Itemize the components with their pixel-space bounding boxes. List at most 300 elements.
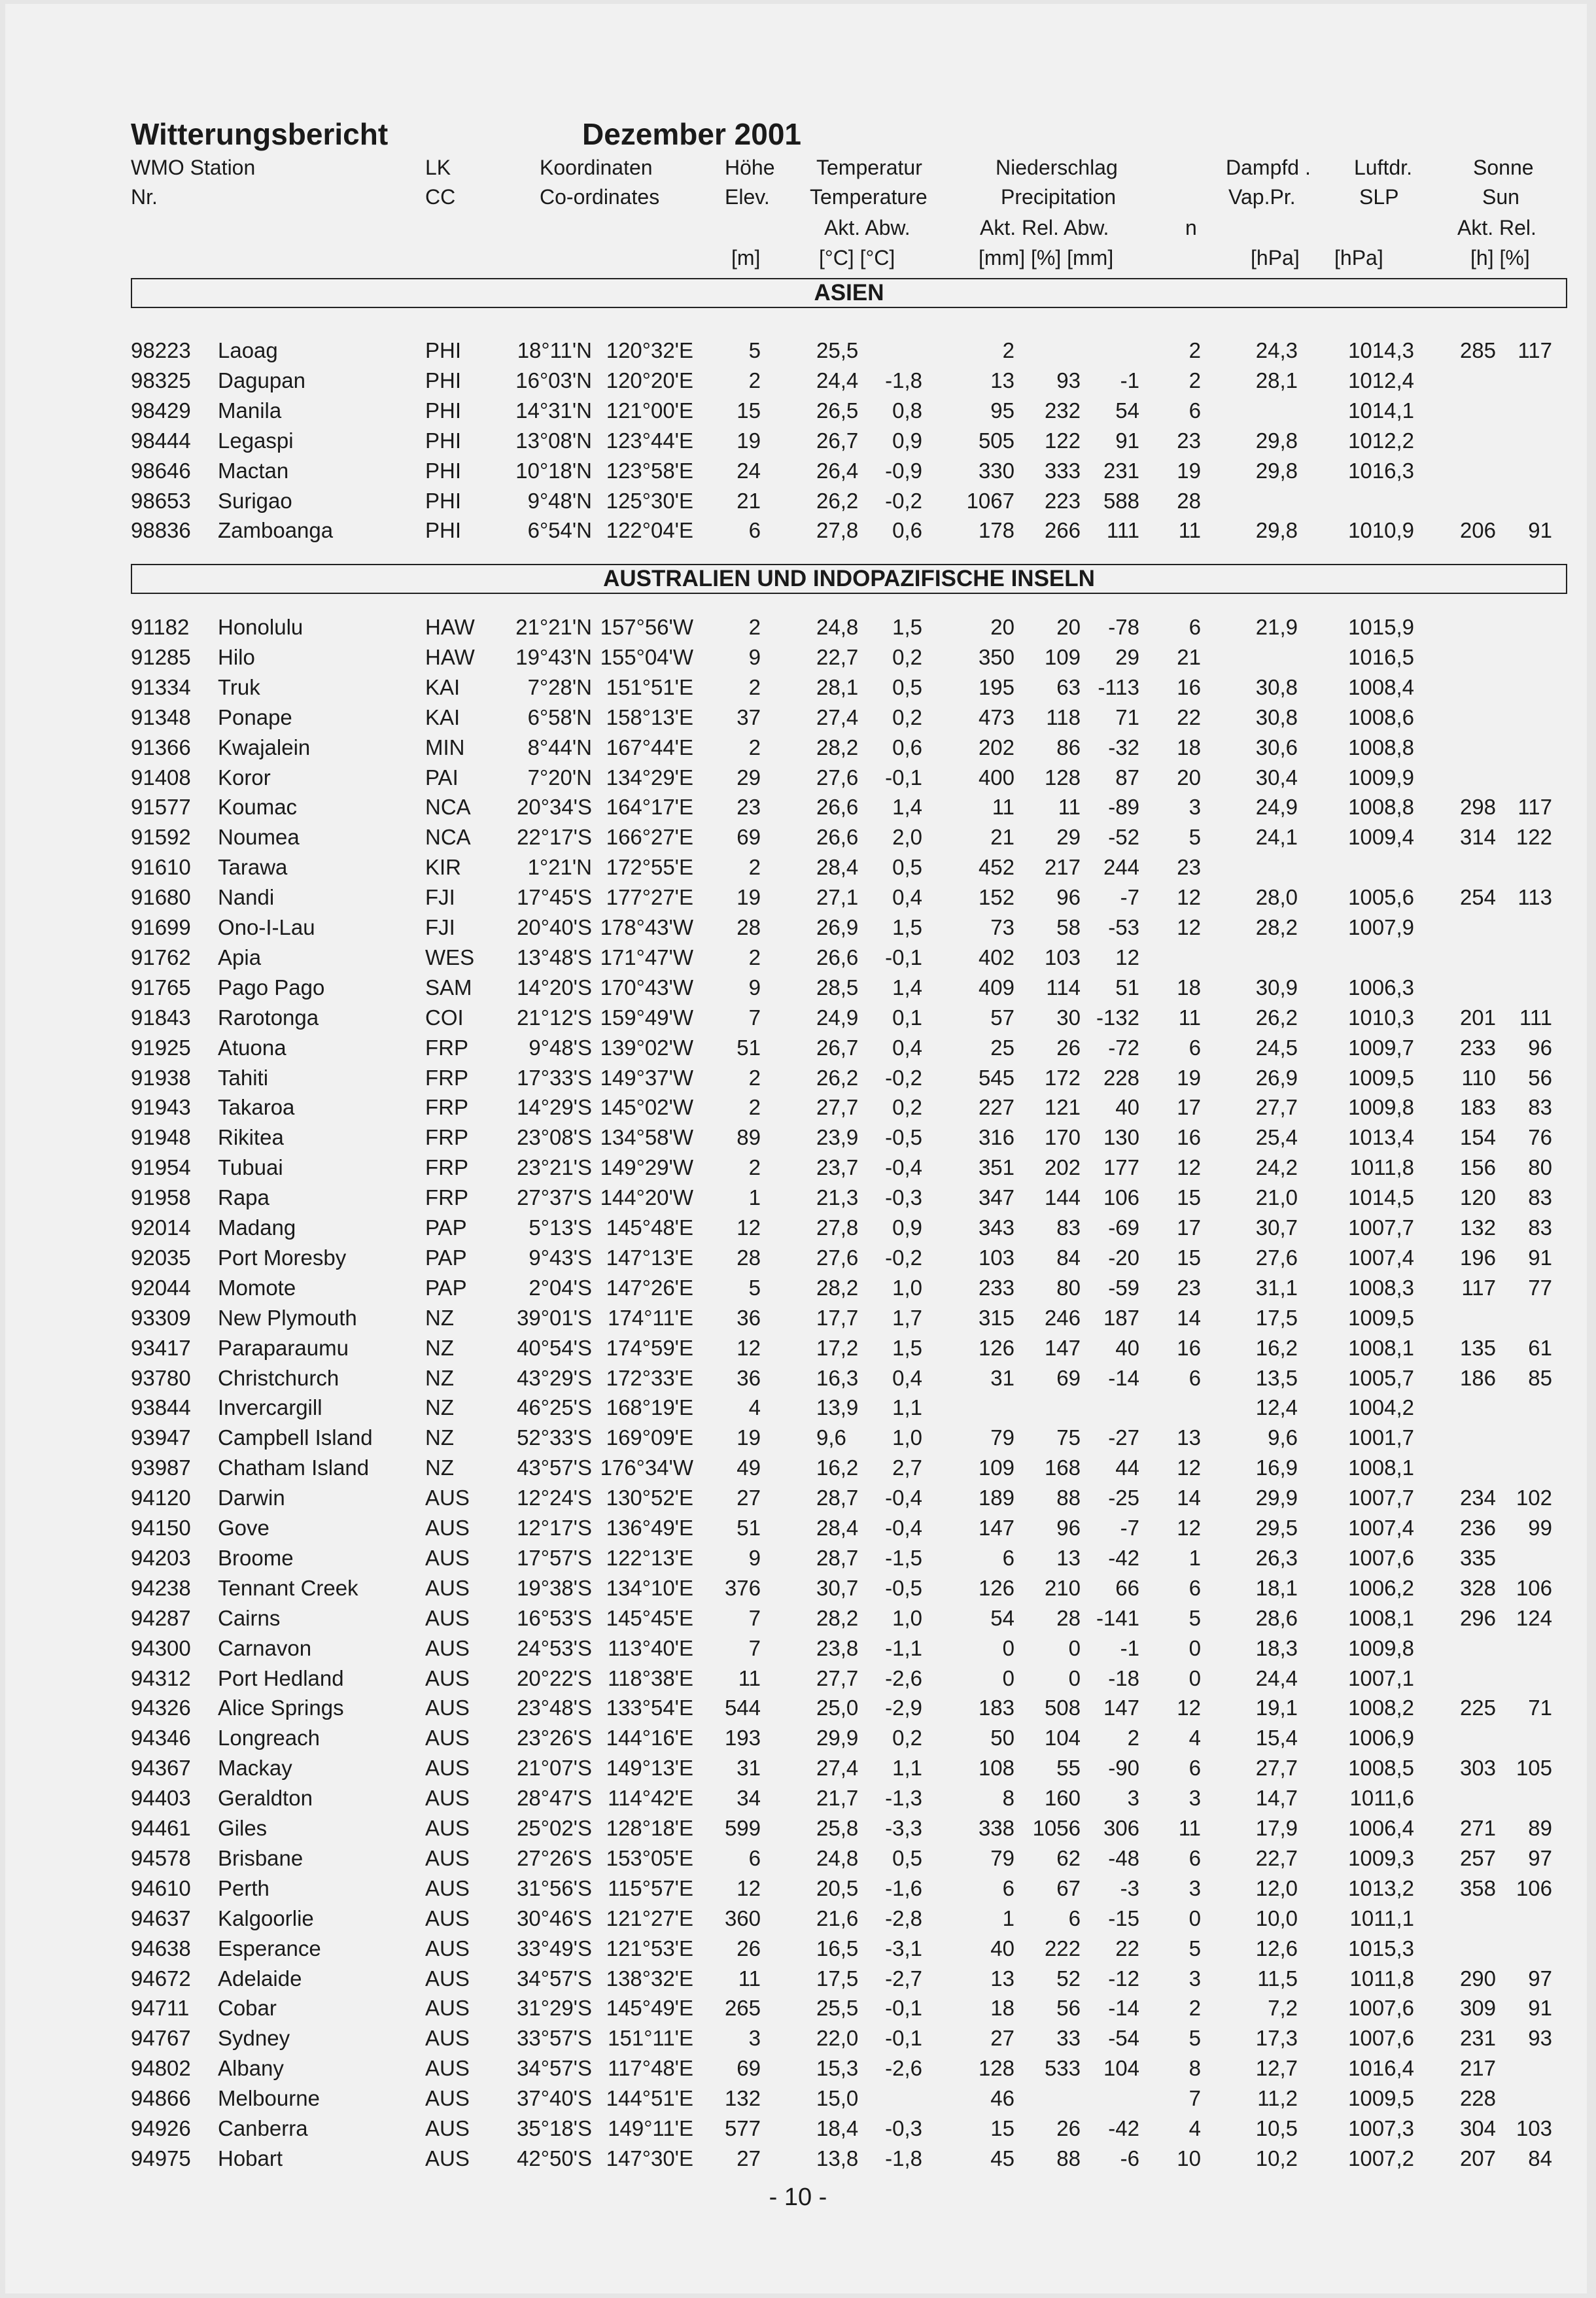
- cell-elevation: 544: [724, 1696, 761, 1720]
- cell-wmo-nr: 91765: [131, 975, 191, 1000]
- cell-prec-akt: 13: [990, 368, 1015, 392]
- cell-latitude: 16°03'N: [515, 368, 592, 392]
- header-precipitation: Precipitation: [1001, 185, 1117, 209]
- cell-prec-rel: 103: [1044, 945, 1081, 969]
- cell-temp-abw: 0,4: [892, 1366, 922, 1390]
- cell-vap-pr: 17,9: [1255, 1816, 1298, 1840]
- cell-prec-n: 13: [1177, 1425, 1201, 1450]
- cell-elevation: 69: [737, 825, 761, 849]
- cell-slp: 1005,6: [1348, 885, 1414, 909]
- cell-latitude: 23°26'S: [517, 1726, 592, 1750]
- report-title: Witterungsbericht: [131, 117, 389, 151]
- cell-station: Brisbane: [218, 1846, 304, 1870]
- cell-temp-abw: 1,1: [892, 1756, 922, 1780]
- cell-prec-rel: 55: [1056, 1756, 1081, 1780]
- cell-temp-akt: 25,5: [816, 338, 859, 362]
- cell-wmo-nr: 94367: [131, 1756, 191, 1780]
- cell-latitude: 5°13'S: [529, 1215, 592, 1240]
- cell-temp-abw: -1,3: [885, 1786, 922, 1810]
- cell-latitude: 27°37'S: [517, 1185, 592, 1210]
- cell-prec-abw: -20: [1108, 1245, 1139, 1270]
- cell-wmo-nr: 94312: [131, 1666, 191, 1690]
- cell-vap-pr: 30,8: [1255, 675, 1298, 699]
- cell-prec-n: 16: [1177, 1125, 1201, 1149]
- cell-prec-rel: 217: [1044, 855, 1081, 879]
- cell-slp: 1007,6: [1348, 1546, 1414, 1570]
- cell-elevation: 7: [748, 1005, 761, 1030]
- table-row: [0, 1603, 1596, 1633]
- cell-wmo-nr: 94802: [131, 2056, 191, 2080]
- cell-vap-pr: 16,9: [1255, 1455, 1298, 1480]
- cell-prec-abw: -7: [1120, 885, 1139, 909]
- cell-wmo-nr: 91680: [131, 885, 191, 909]
- cell-temp-abw: 0,6: [892, 518, 922, 542]
- cell-longitude: 147°30'E: [606, 2146, 693, 2170]
- cell-vap-pr: 28,6: [1255, 1606, 1298, 1630]
- cell-country: WES: [425, 945, 475, 969]
- cell-temp-abw: -0,1: [885, 945, 922, 969]
- cell-wmo-nr: 98836: [131, 518, 191, 542]
- cell-elevation: 6: [748, 1846, 761, 1870]
- header-hoehe: Höhe: [725, 156, 775, 179]
- cell-prec-abw: 228: [1103, 1066, 1139, 1090]
- cell-prec-rel: 13: [1056, 1546, 1081, 1570]
- cell-slp: 1005,7: [1348, 1366, 1414, 1390]
- header-vappr-unit: [hPa]: [1251, 246, 1300, 270]
- cell-temp-abw: -0,3: [885, 2116, 922, 2140]
- cell-wmo-nr: 91408: [131, 765, 191, 790]
- cell-temp-abw: -1,5: [885, 1546, 922, 1570]
- cell-prec-abw: 12: [1115, 945, 1139, 969]
- cell-temp-akt: 18,4: [816, 2116, 859, 2140]
- cell-sun-rel: 102: [1516, 1486, 1552, 1510]
- cell-wmo-nr: 94238: [131, 1576, 191, 1600]
- cell-elevation: 19: [737, 428, 761, 453]
- cell-sun-rel: 77: [1528, 1276, 1552, 1300]
- cell-vap-pr: 18,1: [1255, 1576, 1298, 1600]
- cell-latitude: 17°57'S: [517, 1546, 592, 1570]
- cell-longitude: 174°59'E: [606, 1336, 693, 1360]
- cell-temp-akt: 28,2: [816, 735, 859, 759]
- cell-vap-pr: 25,4: [1255, 1125, 1298, 1149]
- cell-sun-akt: 132: [1459, 1215, 1496, 1240]
- cell-slp: 1009,4: [1348, 825, 1414, 849]
- cell-country: FJI: [425, 915, 455, 939]
- cell-prec-rel: 88: [1056, 1486, 1081, 1510]
- table-row: [0, 2144, 1596, 2174]
- cell-prec-abw: 244: [1103, 855, 1139, 879]
- cell-sun-akt: 206: [1459, 518, 1496, 542]
- cell-longitude: 134°29'E: [606, 765, 693, 790]
- cell-latitude: 6°54'N: [527, 518, 592, 542]
- cell-prec-rel: 30: [1056, 1005, 1081, 1030]
- cell-prec-abw: -3: [1120, 1876, 1139, 1900]
- cell-sun-rel: 93: [1528, 2026, 1552, 2050]
- cell-temp-akt: 16,3: [816, 1366, 859, 1390]
- cell-station: Noumea: [218, 825, 300, 849]
- cell-prec-akt: 57: [990, 1005, 1015, 1030]
- cell-station: Ono-I-Lau: [218, 915, 315, 939]
- cell-prec-akt: 147: [978, 1516, 1015, 1540]
- cell-station: Truk: [218, 675, 260, 699]
- report-month: Dezember 2001: [582, 117, 801, 151]
- cell-longitude: 159°49'W: [600, 1005, 693, 1030]
- cell-elevation: 2: [748, 615, 761, 639]
- cell-prec-akt: 15: [990, 2116, 1015, 2140]
- cell-temp-akt: 28,5: [816, 975, 859, 1000]
- cell-temp-akt: 26,5: [816, 398, 859, 423]
- table-row: [0, 1723, 1596, 1753]
- cell-vap-pr: 21,0: [1255, 1185, 1298, 1210]
- cell-latitude: 24°53'S: [517, 1636, 592, 1660]
- cell-elevation: 193: [724, 1726, 761, 1750]
- cell-prec-akt: 126: [978, 1336, 1015, 1360]
- header-temp-sub: Akt. Abw.: [824, 216, 911, 239]
- cell-prec-akt: 227: [978, 1095, 1015, 1119]
- cell-vap-pr: 27,7: [1255, 1095, 1298, 1119]
- cell-country: PHI: [425, 368, 462, 392]
- cell-prec-akt: 338: [978, 1816, 1015, 1840]
- cell-latitude: 18°11'N: [517, 338, 592, 362]
- cell-country: NZ: [425, 1336, 454, 1360]
- cell-station: Perth: [218, 1876, 269, 1900]
- cell-slp: 1007,7: [1348, 1215, 1414, 1240]
- cell-country: AUS: [425, 1756, 470, 1780]
- cell-elevation: 36: [737, 1366, 761, 1390]
- cell-temp-abw: -2,6: [885, 2056, 922, 2080]
- cell-station: Port Hedland: [218, 1666, 344, 1690]
- cell-elevation: 11: [738, 1666, 761, 1690]
- table-row: [0, 1033, 1596, 1063]
- cell-vap-pr: 24,3: [1255, 338, 1298, 362]
- cell-prec-n: 12: [1177, 1516, 1201, 1540]
- cell-latitude: 7°28'N: [527, 675, 592, 699]
- cell-station: Melbourne: [218, 2086, 320, 2110]
- cell-wmo-nr: 93844: [131, 1395, 191, 1419]
- cell-sun-akt: 228: [1459, 2086, 1496, 2110]
- cell-slp: 1016,3: [1348, 459, 1414, 483]
- cell-prec-abw: -25: [1108, 1486, 1139, 1510]
- cell-longitude: 149°37'W: [600, 1066, 693, 1090]
- cell-vap-pr: 30,4: [1255, 765, 1298, 790]
- cell-temp-akt: 26,6: [816, 945, 859, 969]
- cell-vap-pr: 31,1: [1255, 1276, 1298, 1300]
- cell-latitude: 20°40'S: [517, 915, 592, 939]
- cell-latitude: 35°18'S: [517, 2116, 592, 2140]
- cell-temp-akt: 21,7: [816, 1786, 859, 1810]
- cell-slp: 1008,8: [1348, 795, 1414, 819]
- cell-temp-akt: 28,4: [816, 1516, 859, 1540]
- cell-longitude: 172°55'E: [606, 855, 693, 879]
- cell-wmo-nr: 94461: [131, 1816, 191, 1840]
- cell-slp: 1010,3: [1348, 1005, 1414, 1030]
- cell-prec-akt: 189: [978, 1486, 1015, 1510]
- cell-prec-n: 6: [1188, 1366, 1201, 1390]
- cell-station: Canberra: [218, 2116, 308, 2140]
- cell-country: NCA: [425, 825, 471, 849]
- cell-prec-abw: -141: [1096, 1606, 1139, 1630]
- cell-vap-pr: 12,6: [1255, 1936, 1298, 1960]
- cell-country: AUS: [425, 2086, 470, 2110]
- cell-prec-abw: 147: [1103, 1696, 1139, 1720]
- cell-temp-akt: 21,6: [816, 1906, 859, 1930]
- cell-prec-rel: 210: [1044, 1576, 1081, 1600]
- cell-wmo-nr: 91699: [131, 915, 191, 939]
- cell-country: AUS: [425, 1486, 470, 1510]
- cell-temp-abw: -0,5: [885, 1576, 922, 1600]
- cell-country: KAI: [425, 705, 460, 729]
- cell-station: Chatham Island: [218, 1455, 370, 1480]
- table-row: [0, 426, 1596, 456]
- cell-country: NZ: [425, 1455, 454, 1480]
- cell-elevation: 12: [737, 1215, 761, 1240]
- cell-prec-akt: 11: [992, 795, 1015, 819]
- cell-prec-rel: 83: [1056, 1215, 1081, 1240]
- table-row: [0, 1813, 1596, 1843]
- cell-prec-rel: 118: [1046, 705, 1081, 729]
- table-row: [0, 1423, 1596, 1453]
- header-elev-unit: [m]: [731, 246, 761, 270]
- cell-prec-abw: 40: [1115, 1095, 1139, 1119]
- cell-temp-abw: -0,5: [885, 1125, 922, 1149]
- cell-station: Zamboanga: [218, 518, 334, 542]
- cell-country: NCA: [425, 795, 471, 819]
- cell-slp: 1007,4: [1348, 1516, 1414, 1540]
- cell-temp-abw: 0,4: [892, 1036, 922, 1060]
- page-number: - 10 -: [769, 2184, 827, 2211]
- cell-slp: 1007,6: [1348, 2026, 1414, 2050]
- cell-country: AUS: [425, 1546, 470, 1570]
- cell-elevation: 3: [748, 2026, 761, 2050]
- cell-longitude: 145°49'E: [606, 1996, 693, 2020]
- cell-prec-abw: 177: [1103, 1155, 1139, 1179]
- cell-sun-rel: 124: [1516, 1606, 1552, 1630]
- header-cc: CC: [425, 185, 456, 209]
- cell-wmo-nr: 94638: [131, 1936, 191, 1960]
- table-row: [0, 1993, 1596, 2023]
- cell-latitude: 7°20'N: [527, 765, 592, 790]
- cell-vap-pr: 30,9: [1255, 975, 1298, 1000]
- cell-wmo-nr: 91334: [131, 675, 191, 699]
- cell-temp-abw: 1,1: [892, 1395, 922, 1419]
- table-row: [0, 1333, 1596, 1363]
- cell-temp-akt: 27,6: [816, 765, 859, 790]
- cell-country: PHI: [425, 518, 462, 542]
- cell-longitude: 149°29'W: [600, 1155, 693, 1179]
- cell-elevation: 89: [737, 1125, 761, 1149]
- cell-country: AUS: [425, 1516, 470, 1540]
- cell-station: Hobart: [218, 2146, 283, 2170]
- table-row: [0, 642, 1596, 672]
- cell-temp-akt: 15,3: [816, 2056, 859, 2080]
- cell-wmo-nr: 98646: [131, 459, 191, 483]
- section-header: AUSTRALIEN UND INDOPAZIFISCHE INSELN: [131, 564, 1567, 594]
- header-sun-sub: Akt. Rel.: [1457, 216, 1536, 239]
- cell-temp-akt: 27,1: [816, 885, 859, 909]
- cell-prec-abw: 71: [1115, 705, 1139, 729]
- cell-sun-akt: 231: [1459, 2026, 1496, 2050]
- cell-prec-rel: 88: [1056, 2146, 1081, 2170]
- cell-elevation: 2: [748, 1155, 761, 1179]
- cell-temp-akt: 26,2: [816, 489, 859, 513]
- cell-prec-akt: 0: [1002, 1666, 1015, 1690]
- cell-station: Cairns: [218, 1606, 281, 1630]
- cell-prec-akt: 202: [978, 735, 1015, 759]
- cell-country: NZ: [425, 1425, 454, 1450]
- cell-prec-n: 18: [1177, 975, 1201, 1000]
- header-temperatur: Temperatur: [816, 156, 922, 179]
- cell-temp-akt: 17,2: [816, 1336, 859, 1360]
- cell-prec-abw: 66: [1115, 1576, 1139, 1600]
- cell-latitude: 33°57'S: [517, 2026, 592, 2050]
- cell-prec-abw: 44: [1115, 1455, 1139, 1480]
- header-prec-unit: [mm] [%] [mm]: [979, 246, 1114, 270]
- cell-vap-pr: 22,7: [1255, 1846, 1298, 1870]
- cell-temp-akt: 27,8: [816, 1215, 859, 1240]
- cell-longitude: 174°11'E: [608, 1306, 693, 1330]
- cell-latitude: 34°57'S: [517, 2056, 592, 2080]
- cell-latitude: 39°01'S: [517, 1306, 592, 1330]
- cell-prec-n: 10: [1177, 2146, 1201, 2170]
- cell-slp: 1001,7: [1348, 1425, 1414, 1450]
- header-slp: SLP: [1359, 185, 1399, 209]
- table-row: [0, 1753, 1596, 1783]
- cell-country: AUS: [425, 2146, 470, 2170]
- cell-slp: 1014,1: [1348, 398, 1414, 423]
- cell-country: PHI: [425, 428, 462, 453]
- cell-latitude: 8°44'N: [527, 735, 592, 759]
- cell-prec-rel: 29: [1056, 825, 1081, 849]
- header-coordinates: Co-ordinates: [540, 185, 660, 209]
- cell-prec-abw: 106: [1103, 1185, 1139, 1210]
- cell-slp: 1009,8: [1348, 1636, 1414, 1660]
- cell-temp-abw: -0,1: [885, 765, 922, 790]
- table-row: [0, 763, 1596, 793]
- cell-country: AUS: [425, 1786, 470, 1810]
- cell-temp-abw: -2,7: [885, 1966, 922, 1991]
- cell-prec-akt: 79: [990, 1425, 1015, 1450]
- cell-station: Darwin: [218, 1486, 285, 1510]
- table-row: [0, 852, 1596, 882]
- cell-temp-akt: 28,4: [816, 855, 859, 879]
- cell-prec-akt: 400: [978, 765, 1015, 790]
- cell-vap-pr: 26,2: [1255, 1005, 1298, 1030]
- cell-temp-abw: -1,8: [885, 2146, 922, 2170]
- table-row: [0, 822, 1596, 852]
- cell-elevation: 27: [737, 2146, 761, 2170]
- cell-sun-rel: 84: [1528, 2146, 1552, 2170]
- cell-prec-akt: 79: [990, 1846, 1015, 1870]
- cell-prec-n: 17: [1177, 1095, 1201, 1119]
- cell-temp-akt: 29,9: [816, 1726, 859, 1750]
- cell-prec-abw: 22: [1115, 1936, 1139, 1960]
- cell-longitude: 118°38'E: [608, 1666, 693, 1690]
- cell-elevation: 34: [737, 1786, 761, 1810]
- cell-slp: 1008,5: [1348, 1756, 1414, 1780]
- cell-elevation: 360: [724, 1906, 761, 1930]
- cell-station: Madang: [218, 1215, 296, 1240]
- cell-prec-akt: 31: [990, 1366, 1015, 1390]
- cell-temp-abw: -0,1: [885, 2026, 922, 2050]
- cell-temp-abw: 0,2: [892, 1726, 922, 1750]
- cell-latitude: 28°47'S: [517, 1786, 592, 1810]
- cell-prec-akt: 350: [978, 645, 1015, 669]
- cell-prec-n: 4: [1188, 2116, 1201, 2140]
- cell-elevation: 1: [748, 1185, 761, 1210]
- cell-prec-akt: 233: [978, 1276, 1015, 1300]
- cell-longitude: 166°27'E: [606, 825, 693, 849]
- cell-temp-abw: -2,9: [885, 1696, 922, 1720]
- cell-country: NZ: [425, 1306, 454, 1330]
- cell-prec-akt: 505: [978, 428, 1015, 453]
- cell-slp: 1010,9: [1348, 518, 1414, 542]
- cell-country: PHI: [425, 338, 462, 362]
- cell-elevation: 49: [737, 1455, 761, 1480]
- cell-prec-akt: 20: [990, 615, 1015, 639]
- cell-country: FRP: [425, 1185, 468, 1210]
- cell-wmo-nr: 94711: [131, 1996, 190, 2020]
- cell-prec-akt: 195: [978, 675, 1015, 699]
- cell-vap-pr: 27,7: [1255, 1756, 1298, 1780]
- cell-vap-pr: 26,9: [1255, 1066, 1298, 1090]
- cell-latitude: 52°33'S: [517, 1425, 592, 1450]
- cell-prec-abw: 130: [1103, 1125, 1139, 1149]
- cell-slp: 1009,5: [1348, 2086, 1414, 2110]
- cell-temp-akt: 23,7: [816, 1155, 859, 1179]
- cell-sun-rel: 80: [1528, 1155, 1552, 1179]
- cell-station: Pago Pago: [218, 975, 325, 1000]
- table-row: [0, 515, 1596, 546]
- cell-elevation: 7: [748, 1636, 761, 1660]
- cell-longitude: 144°51'E: [606, 2086, 693, 2110]
- cell-prec-akt: 21: [990, 825, 1015, 849]
- cell-sun-akt: 120: [1459, 1185, 1496, 1210]
- cell-slp: 1008,1: [1348, 1336, 1414, 1360]
- cell-prec-abw: 51: [1115, 975, 1139, 1000]
- cell-sun-akt: 358: [1459, 1876, 1496, 1900]
- cell-prec-n: 15: [1177, 1245, 1201, 1270]
- cell-prec-n: 5: [1188, 2026, 1201, 2050]
- cell-prec-abw: 231: [1103, 459, 1139, 483]
- cell-elevation: 19: [737, 885, 761, 909]
- cell-sun-rel: 103: [1516, 2116, 1552, 2140]
- cell-sun-akt: 110: [1461, 1066, 1496, 1090]
- cell-latitude: 19°38'S: [517, 1576, 592, 1600]
- cell-wmo-nr: 94300: [131, 1636, 191, 1660]
- cell-station: Rapa: [218, 1185, 269, 1210]
- header-slp-unit: [hPa]: [1334, 246, 1383, 270]
- cell-prec-n: 3: [1188, 1966, 1201, 1991]
- cell-latitude: 17°33'S: [517, 1066, 592, 1090]
- cell-temp-akt: 17,7: [816, 1306, 859, 1330]
- cell-prec-rel: 168: [1044, 1455, 1081, 1480]
- cell-prec-rel: 80: [1056, 1276, 1081, 1300]
- cell-prec-n: 1: [1188, 1546, 1201, 1570]
- cell-temp-abw: 0,9: [892, 1215, 922, 1240]
- cell-country: AUS: [425, 1636, 470, 1660]
- table-row: [0, 1213, 1596, 1243]
- cell-temp-akt: 17,5: [816, 1966, 859, 1991]
- cell-prec-rel: 58: [1056, 915, 1081, 939]
- cell-prec-abw: -14: [1108, 1366, 1139, 1390]
- cell-station: Giles: [218, 1816, 268, 1840]
- cell-sun-rel: 122: [1516, 825, 1552, 849]
- cell-wmo-nr: 94150: [131, 1516, 191, 1540]
- cell-prec-abw: -53: [1108, 915, 1139, 939]
- cell-latitude: 42°50'S: [517, 2146, 592, 2170]
- cell-sun-rel: 83: [1528, 1095, 1552, 1119]
- cell-temp-akt: 27,6: [816, 1245, 859, 1270]
